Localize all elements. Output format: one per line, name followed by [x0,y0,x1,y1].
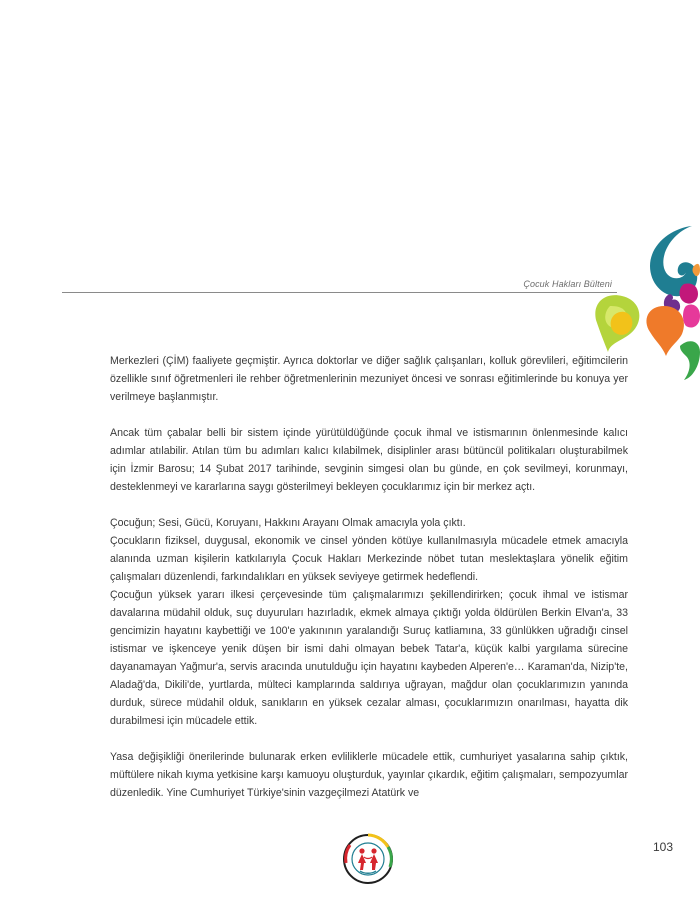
body-text [110,352,628,802]
paragraph-gap [110,496,628,514]
header-title: Çocuk Hakları Bülteni [523,279,612,289]
childrens-rights-center-logo-icon [342,833,394,885]
paragraph-gap [110,730,628,748]
paragraph-gap [110,406,628,424]
paragraph: Çocukların fiziksel, duygusal, ekonomik ve cinsel yönden kötüye kullanılmasıyla mücadele etmek amacıyla alanında uzman kişilerin katkılarıyla Çocuk Hakları Merkezinde nöbet tutan meslektaşlara yönelik eğitim çalışmaları düzenlendi, farkındalıkları en yüksek seviyeye getirmek hedeflendi. [110,535,628,583]
header-rule [62,292,617,293]
page-number: 103 [653,840,674,854]
paragraph: Merkezleri (ÇİM) faaliyete geçmiştir. Ayrıca doktorlar ve diğer sağlık çalışanları, kolluk görevlileri, eğitimcilerin özellikle sınıf öğretmenleri ile rehber öğretmenlerinin mezuniyet öncesi ve sonrası eğitimlerinde bu konuya yer verilmeye başlanmıştır. [110,355,628,403]
paragraph: Çocuğun yüksek yararı ilkesi çerçevesinde tüm çalışmalarımızı şekillendirirken; çocuk ihmal ve istismar davalarına müdahil olduk, suç duyuruları hazırladık, ekmek almaya çıktığı yolda öldürülen Berkin Elvan'a, 33 gencimizin hayatını kaybettiği ve 100'e yakınının yaralandığı Suruç katliamına, 33 günlükken uğradığı cinsel istismar ve işkenceye yenik düşen bir ismi dahi olmayan bebek Tatar'a, küçük kalbi yargılama sürecine dayanamayan Yağmur'a, servis aracında unutulduğu için hayatını kaybeden Alperen'e… Karaman'da, Nizip'te, Aladağ'da, Dikili'de, yurtlarda, mülteci kamplarında saldırıya uğrayan, mağdur olan çocuklarımızın yanında durduk, sürece müdahil olduk, sanıkların en yüksek cezalar alması, çocuklarımızın onarılması, hayatta dik durabilmesi için mücadele ettik. [110,589,628,727]
paragraph: Ancak tüm çabalar belli bir sistem içinde yürütüldüğünde çocuk ihmal ve istismarının önlenmesinde kalıcı adımlar atılabilir. Atılan tüm bu adımları kalıcı kılabilmek, disiplinler arası bütüncül politikaları oluşturabilmek için İzmir Barosu; 14 Şubat 2017 tarihinde, sevginin simgesi olan bu günde, en çok sevilmeyi, korunmayı, desteklenmeyi ve kararlarına saygı gösterilmeyi bekleyen çocuklarımız için bir merkez açtı. [110,427,628,493]
paragraph: Çocuğun; Sesi, Gücü, Koruyanı, Hakkını Arayanı Olmak amacıyla yola çıktı. [110,517,466,529]
paragraph: Yasa değişikliği önerilerinde bulunarak erken evliliklerle mücadele ettik, cumhuriyet yasalarına sahip çıktık, müftülere nikah kıyma yetkisine karşı kamuoyu oluşturduk, yayınlar çıkardık, eğitim çalışmaları, sempozyumlar düzenledik. Yine Cumhuriyet Türkiye'sinin vazgeçilmezi Atatürk ve [110,751,628,799]
